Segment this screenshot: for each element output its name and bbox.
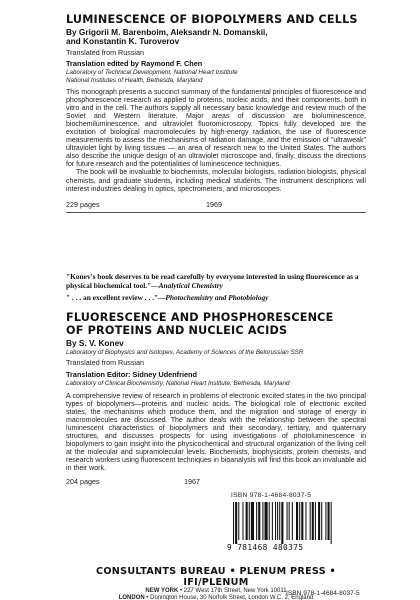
publisher-ny-street: • 227 West 17th Street, New York 10011 xyxy=(179,588,287,594)
publisher-name: CONSULTANTS BUREAU • PLENUM PRESS • IFI/PLENUM xyxy=(95,566,336,588)
book2-pages: 204 pages xyxy=(66,477,100,487)
book2-year: 1967 xyxy=(184,477,200,487)
barcode-bar xyxy=(258,502,260,540)
barcode-bar xyxy=(246,502,248,540)
book1-pages: 229 pages xyxy=(66,199,100,209)
review-quotes xyxy=(66,273,366,303)
barcode-bar xyxy=(328,502,330,540)
book1-divider xyxy=(66,212,366,213)
book-luminescence-section xyxy=(66,14,366,213)
barcode-bar xyxy=(301,502,303,540)
barcode-bar xyxy=(281,502,283,544)
barcode-bar xyxy=(292,502,293,540)
barcode-bar xyxy=(256,502,257,540)
barcode-bar xyxy=(242,502,243,540)
book1-title: LUMINESCENCE OF BIOPOLYMERS AND CELLS xyxy=(66,13,358,26)
publisher-london-street: • Donington House, 30 Norfolk Street, London W.C. 2, England xyxy=(146,595,314,600)
barcode-bar xyxy=(233,502,234,544)
book1-editor-affiliation-2: National Institutes of Health, Bethesda, Maryland xyxy=(66,76,203,84)
barcode-bar xyxy=(279,502,280,540)
barcode-block xyxy=(227,492,367,556)
book2-meta xyxy=(66,477,236,487)
review-quote-2 xyxy=(66,294,366,303)
barcode-bar xyxy=(315,502,316,540)
barcode-bar xyxy=(325,502,326,540)
book1-audience: The book will be invaluable to biochemists, molecular biologists, radiation biologists, physical chemists, and graduate students, including medical students. The instrument descriptions will interest industries dealing in optics, spectrometers, and microscopes. xyxy=(66,169,366,193)
book2-editor-affiliation: Laboratory of Clinical Biochemistry, National Heart Institute, Bethesda, Maryland xyxy=(66,379,290,387)
book1-editor-affiliation-1: Laboratory of Technical Development, National Heart Institute xyxy=(66,69,238,77)
book1-description: This monograph presents a succinct summary of the fundamental principles of fluorescence and phosphorescence research as applied to proteins, nucleic acids, and their components, both in vitro and in the cell. The authors supply all necessary basic knowledge and review much of the Soviet and Western literature. Major areas of discussion are bioluminescence, biochemiluminescence, and ultraviolet fluoromicroscopy. Topics fully developed are the excitation of biological macromolecules by high-energy radiation, the use of fluorescence measurements to assess the mechanisms of radiation damage, and the emission of "ultraweak" ultraviolet light by living tissues — an area of research new to the United States. The authors also describe the unique design of an ultraviolet microscope and, finally, discuss the directions for future research and the potentialities of luminescence techniques. xyxy=(66,88,366,169)
barcode-bar xyxy=(277,502,278,540)
barcode-isbn-label: ISBN 978-1-4684-8037-5 xyxy=(231,492,312,499)
review-quote-1-source: —Analytical Chemistry xyxy=(151,280,223,290)
book2-editor: Translation Editor: Sidney Udenfriend xyxy=(66,369,197,379)
book2-translated-from: Translated from Russian xyxy=(66,358,145,368)
book-fluorescence-section xyxy=(66,312,366,487)
barcode-bars xyxy=(231,502,363,544)
barcode-digits: 9 781468 480375 xyxy=(227,543,304,552)
barcode-bar xyxy=(321,502,322,540)
barcode-bar xyxy=(272,502,273,540)
barcode-bar xyxy=(305,502,306,540)
publisher-london-label: LONDON xyxy=(118,595,145,600)
barcode-bar xyxy=(275,502,276,540)
barcode-bar xyxy=(269,502,270,540)
book2-author: By S. V. Konev xyxy=(66,338,124,349)
book1-translated-from: Translated from Russian xyxy=(66,47,145,57)
barcode-bar xyxy=(287,502,288,540)
review-quote-2-text: " . . . an excellent review . . ." xyxy=(66,293,159,303)
book2-title-line2: OF PROTEINS AND NUCLEIC ACIDS xyxy=(66,323,288,337)
book1-year: 1969 xyxy=(206,199,222,209)
review-quote-1 xyxy=(66,273,366,290)
book1-authors-line2: and Konstantin K. Turoverov xyxy=(66,36,180,47)
book2-title-line1: FLUORESCENCE AND PHOSPHORESCENCE xyxy=(66,311,334,324)
barcode-bar xyxy=(318,502,320,540)
barcode-bar xyxy=(312,502,314,540)
publisher-ny-label: NEW YORK xyxy=(145,588,179,594)
barcode-bar xyxy=(238,502,239,540)
barcode-bar xyxy=(331,502,332,544)
barcode-bar xyxy=(262,502,263,540)
book2-author-affiliation: Laboratory of Biophysics and Isotopes, Academy of Sciences of the Belorussian SSR xyxy=(66,348,304,356)
barcode-bar xyxy=(235,502,237,544)
review-quote-2-source: —Photochemistry and Photobiology xyxy=(158,293,269,303)
barcode-bar xyxy=(265,502,268,540)
barcode-bar xyxy=(289,502,290,540)
book1-meta xyxy=(66,200,366,210)
barcode-bar xyxy=(249,502,250,540)
review-quote-1-text: "Konev's book deserves to be read carefully by everyone interested in using fluorescence as a physical biochemical tool." xyxy=(66,272,359,290)
barcode-bar xyxy=(251,502,254,540)
book1-editor: Translation edited by Raymond F. Chen xyxy=(66,59,203,69)
book2-description: A comprehensive review of research in problems of electronic excited states in the two principal types of biopolymers—proteins and nucleic acids. The biological role of electronic excited states, the mechanisms which produce them, and the migration and storage of energy in macromolecules are discussed. The author deals with the relationship between the spectral luminescent characteristics of biopolymers and their secondary, tertiary, and quaternary structures, and discusses prospects for using investigations of photoluminescence in biopolymers to gain insight into the physicochemical and structural organization of the living cell at the molecular and supramolecular levels. Biochemists, biophysicists, protein chemists, and research workers using fluorescent techniques in bioanalysis will find this book an invaluable aid in their work. xyxy=(66,392,366,473)
barcode-bar xyxy=(296,502,298,540)
bottom-isbn: ISBN 978-1-4684-8037-5 xyxy=(286,590,360,597)
barcode-bar xyxy=(310,502,311,540)
book1-authors-line1: By Grigorii M. Barenboim, Aleksandr N. Domanskii, xyxy=(66,26,268,37)
barcode-bar xyxy=(299,502,300,540)
